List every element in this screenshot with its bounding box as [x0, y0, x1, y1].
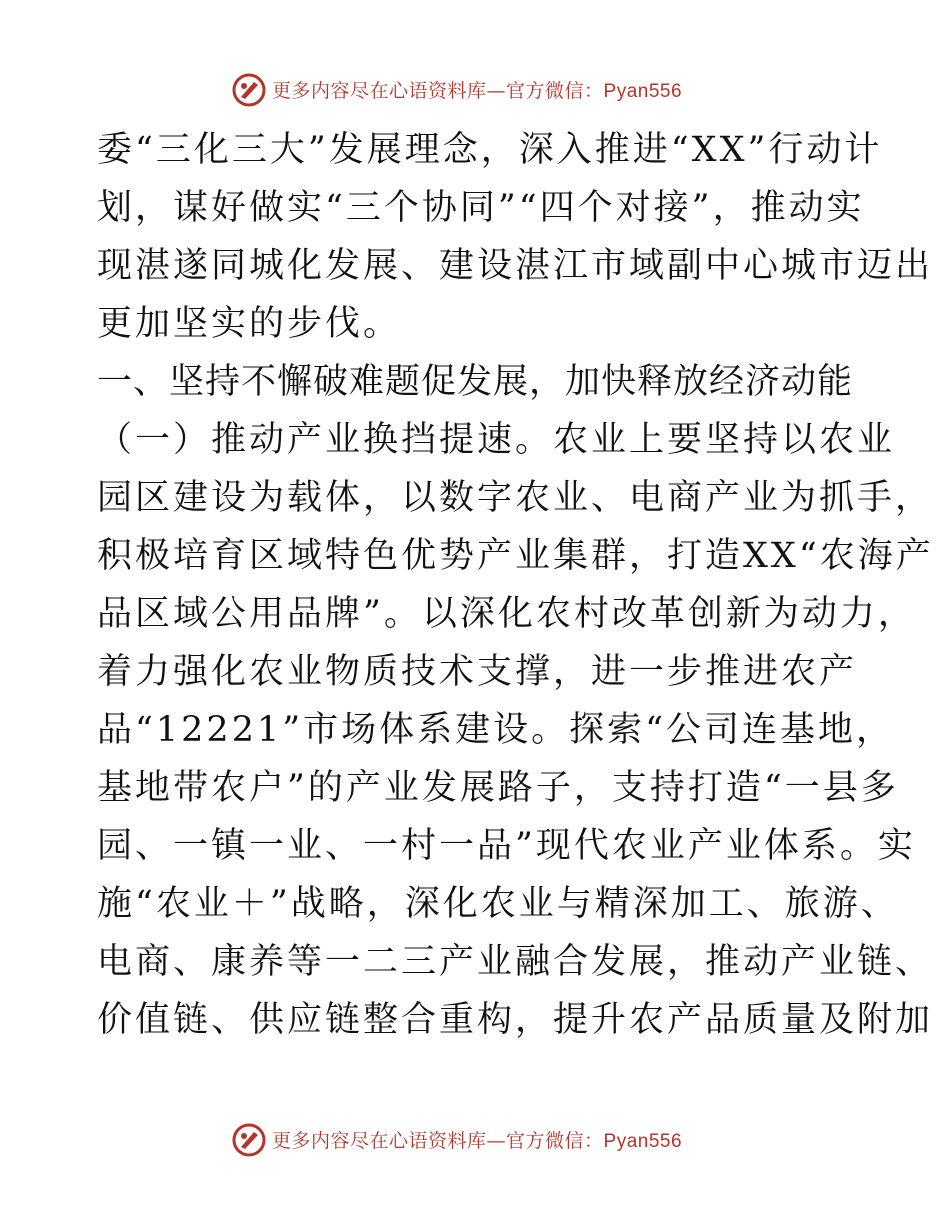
- subsection-heading: （一）推动产业换挡提速。农业上要坚持以农业: [97, 420, 896, 460]
- text-line: 积极培育区域特色优势产业集群，打造XX“农海产: [97, 536, 934, 576]
- text-line: 品“12221”市场体系建设。探索“公司连基地，: [97, 710, 895, 750]
- banner-caption: [272, 76, 682, 103]
- footer-banner: [0, 1120, 950, 1160]
- section-heading: 一、坚持不懈破难题促发展，加快释放经济动能: [97, 362, 854, 402]
- text-line: 委“三化三大”发展理念，深入推进“XX”行动计: [97, 130, 883, 170]
- text-line: 划，谋好做实“三个协同”“四个对接”，推动实: [97, 188, 865, 228]
- logo-icon: [232, 73, 266, 107]
- text-line: 更加坚实的步伐。: [97, 304, 402, 344]
- text-line: 园、一镇一业、一村一品”现代农业产业体系。实: [97, 826, 916, 866]
- banner-caption: [272, 1126, 682, 1153]
- header-banner: [0, 70, 950, 110]
- logo-icon: [232, 1123, 266, 1157]
- banner-text: 更多内容尽在心语资料库—官方微信：: [272, 1130, 604, 1152]
- text-line: 品区域公用品牌”。以深化农村改革创新为动力，: [97, 594, 916, 634]
- text-line: 基地带农户”的产业发展路子，支持打造“一县多: [97, 768, 899, 808]
- wechat-id: Pyan556: [603, 1131, 683, 1152]
- text-line: 着力强化农业物质技术支撑，进一步推进农产: [97, 652, 858, 692]
- document-body: [97, 121, 934, 1049]
- wechat-id: Pyan556: [603, 81, 683, 102]
- text-line: 施“农业＋”战略，深化农业与精深加工、旅游、: [97, 884, 899, 924]
- text-line: 现湛遂同城化发展、建设湛江市域副中心城市迈出: [97, 246, 934, 286]
- text-line: 电商、康养等一二三产业融合发展，推动产业链、: [97, 942, 934, 982]
- banner-text: 更多内容尽在心语资料库—官方微信：: [272, 80, 604, 102]
- text-line: 价值链、供应链整合重构，提升农产品质量及附加: [97, 1000, 934, 1040]
- text-line: 园区建设为载体，以数字农业、电商产业为抓手，: [97, 478, 934, 518]
